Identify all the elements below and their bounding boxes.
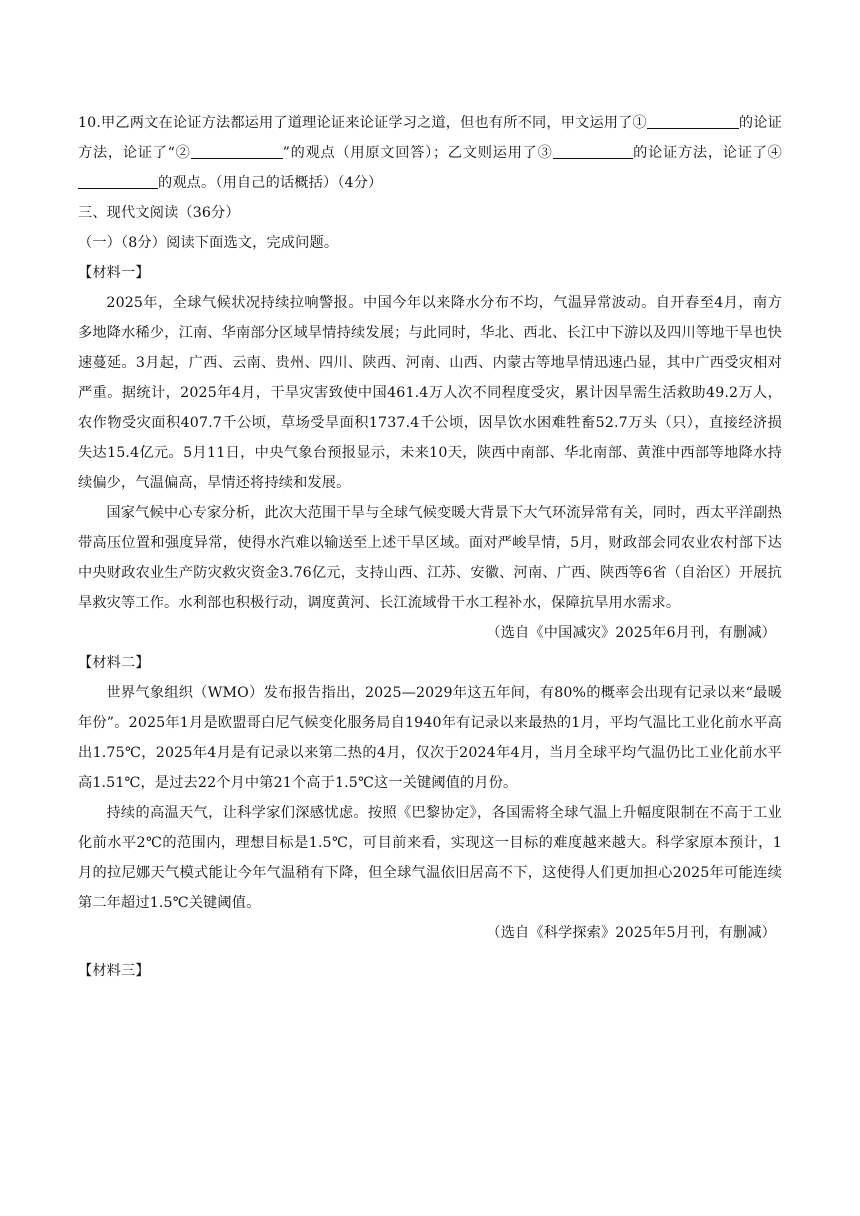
- material-2-heading: 【材料二】: [78, 655, 150, 671]
- answer-blank-1[interactable]: [647, 110, 739, 129]
- section-3-title: 三、现代文阅读（36分）: [78, 205, 240, 221]
- answer-blank-3[interactable]: [553, 140, 633, 159]
- material-1-paragraph-2: 国家气候中心专家分析，此次大范围干旱与全球气候变暖大背景下大气环流异常有关，同时，西太平洋副热带高压位置和强度异常，使得水汽难以输送至上述干旱区域。面对严峻旱情，5月，财政部会同农业农村部下达中央财政农业生产防灾救灾资金3.76亿元，支持山西、江苏、安徽、河南、广西、陕西等6省（自治区）开展抗旱救灾等工作。水利部也积极行动，调度黄河、长江流域骨干水工程补水，保障抗旱用水需求。: [78, 505, 782, 611]
- q10-text-4: 的论证方法，论证了④: [632, 145, 782, 161]
- subsection-1-title: （一）（8分）阅读下面选文，完成问题。: [78, 235, 339, 251]
- material-1-source: （选自《中国减灾》2025年6月刊，有删减）: [486, 625, 776, 641]
- q10-text-1: 10.甲乙两文在论证方法都运用了道理论证来论证学习之道，但也有所不同，甲文运用了①: [78, 115, 647, 131]
- q10-text-5: 的观点。（用自己的话概括）（4分）: [158, 175, 383, 191]
- answer-blank-4[interactable]: [78, 170, 158, 189]
- q10-text-2: 的论证方法，论证了“②: [78, 115, 783, 161]
- material-1-heading: 【材料一】: [78, 265, 150, 281]
- question-10: [78, 108, 782, 198]
- material-1-paragraph-1: 2025年，全球气候状况持续拉响警报。中国今年以来降水分布不均，气温异常波动。自开春至4月，南方多地降水稀少，江南、华南部分区域旱情持续发展；与此同时，华北、西北、长江中下游以及四川等地干旱也快速蔓延。3月起，广西、云南、贵州、四川、陕西、河南、山西、内蒙古等地旱情迅速凸显，其中广西受灾相对严重。据统计，2025年4月，干旱灾害致使中国461.4万人次不同程度受灾，累计因旱需生活救助49.2万人，农作物受灾面积407.7千公顷，草场受旱面积1737.4千公顷，因旱饮水困难牲畜52.7万头（只），直接经济损失达15.4亿元。5月11日，中央气象台预报显示，未来10天，陕西中南部、华北南部、黄淮中西部等地降水持续偏少，气温偏高，旱情还将持续和发展。: [78, 295, 782, 491]
- answer-blank-2[interactable]: [191, 140, 283, 159]
- material-3-heading: 【材料三】: [78, 963, 150, 979]
- document-content: [78, 108, 782, 986]
- material-2-source: （选自《科学探索》2025年5月刊，有删减）: [486, 925, 776, 941]
- q10-text-3: ”的观点（用原文回答）；乙文则运用了③: [282, 145, 553, 161]
- material-2-paragraph-1: 世界气象组织（WMO）发布报告指出，2025—2029年这五年间，有80%的概率会出现有记录以来“最暖年份”。2025年1月是欧盟哥白尼气候变化服务局自1940年有记录以来最热的1月，平均气温比工业化前水平高出1.75℃，2025年4月是有记录以来第二热的4月，仅次于2024年4月，当月全球平均气温仍比工业化前水平高1.51℃，是过去22个月中第21个高于1.5℃这一关键阈值的月份。: [78, 685, 782, 791]
- material-2-paragraph-2: 持续的高温天气，让科学家们深感忧虑。按照《巴黎协定》，各国需将全球气温上升幅度限制在不高于工业化前水平2℃的范围内，理想目标是1.5℃，可目前来看，实现这一目标的难度越来越大。科学家原本预计，1月的拉尼娜天气模式能让今年气温稍有下降，但全球气温依旧居高不下，这使得人们更加担心2025年可能连续第二年超过1.5℃关键阈值。: [78, 805, 782, 911]
